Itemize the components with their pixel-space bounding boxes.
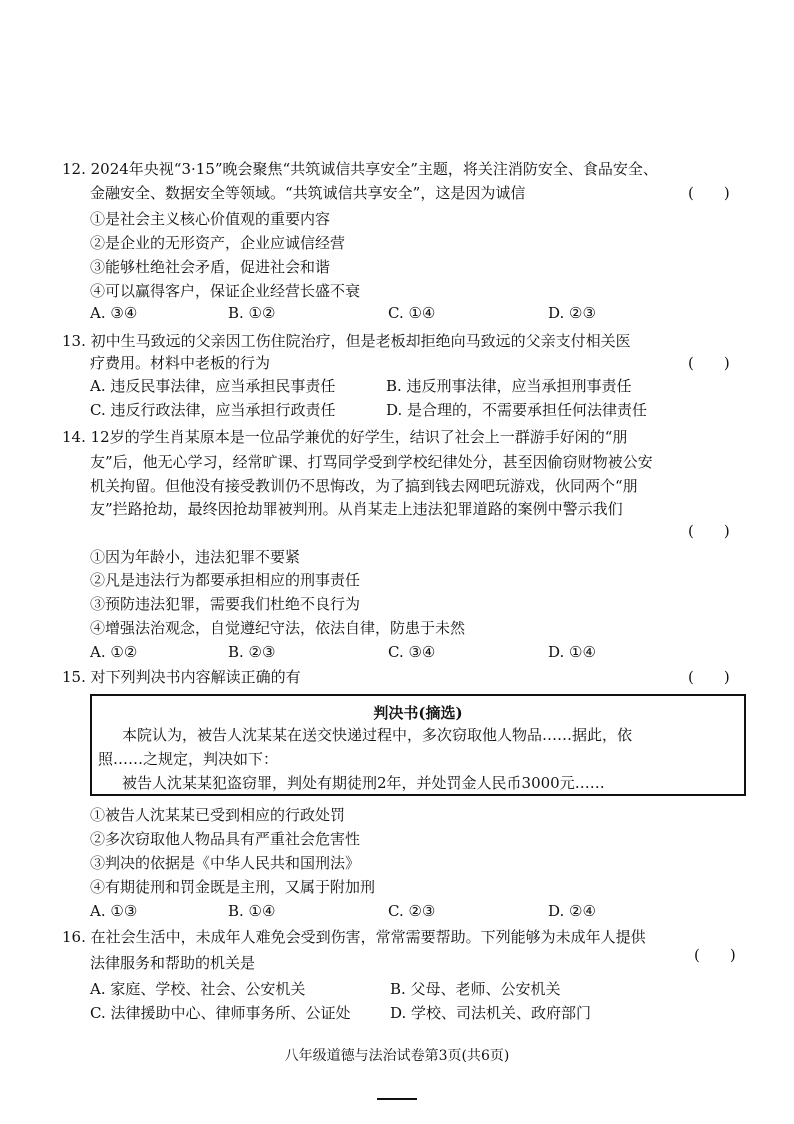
q15-item-3: ③判决的依据是《中华人民共和国刑法》 xyxy=(90,854,361,872)
q15-answer-paren: ( ) xyxy=(688,668,730,686)
q15-item-2: ②多次窃取他人物品具有严重社会危害性 xyxy=(90,830,361,848)
q15-stem: 15. 对下列判决书内容解读正确的有 xyxy=(62,668,301,686)
q12-option-a: A. ③④ xyxy=(90,304,138,322)
q15-item-1: ①被告人沈某某已受到相应的行政处罚 xyxy=(90,806,346,824)
q12-item-3: ③能够杜绝社会矛盾，促进社会和谐 xyxy=(90,258,331,276)
footer-divider xyxy=(377,1098,417,1100)
q12-item-1: ①是社会主义核心价值观的重要内容 xyxy=(90,210,331,228)
q15-option-a: A. ①③ xyxy=(90,902,138,920)
q13-stem-line1: 13. 初中生马致远的父亲因工伤住院治疗，但是老板却拒绝向马致远的父亲支付相关医 xyxy=(62,332,631,350)
q12-option-d: D. ②③ xyxy=(548,304,596,322)
q16-stem-line1: 16. 在社会生活中，未成年人难免会受到伤害，常常需要帮助。下列能够为未成年人提供 xyxy=(62,928,646,946)
q16-option-a: A. 家庭、学校、社会、公安机关 xyxy=(90,980,306,998)
q15-option-d: D. ②④ xyxy=(548,902,596,920)
judgment-excerpt-box xyxy=(90,694,746,796)
q14-option-b: B. ②③ xyxy=(228,643,276,661)
q15-option-c: C. ②③ xyxy=(388,902,436,920)
q12-item-2: ②是企业的无形资产，企业应诚信经营 xyxy=(90,234,346,252)
q12-stem-line1: 12. 2024年央视“3·15”晚会聚焦“共筑诚信共享安全”主题，将关注消防安全、食品安全、 xyxy=(62,160,658,178)
q14-stem-line4: 友”拦路抢劫，最终因抢劫罪被判刑。从肖某走上违法犯罪道路的案例中警示我们 xyxy=(90,500,623,518)
q14-item-4: ④增强法治观念，自觉遵纪守法，依法自律，防患于未然 xyxy=(90,619,466,637)
q13-stem-line2: 疗费用。材料中老板的行为 xyxy=(90,354,271,372)
q12-item-4: ④可以赢得客户，保证企业经营长盛不衰 xyxy=(90,282,361,300)
q16-answer-paren: ( ) xyxy=(694,946,736,964)
q15-option-b: B. ①④ xyxy=(228,902,276,920)
q12-answer-paren: ( ) xyxy=(688,184,730,202)
judgment-line2: 照……之规定，判决如下： xyxy=(98,750,279,768)
q12-stem-line2: 金融安全、数据安全等领域。“共筑诚信共享安全”，这是因为诚信 xyxy=(90,184,526,202)
q13-option-b: B. 违反刑事法律，应当承担刑事责任 xyxy=(386,377,632,395)
q13-option-c: C. 违反行政法律，应当承担行政责任 xyxy=(90,401,336,419)
q14-item-1: ①因为年龄小，违法犯罪不要紧 xyxy=(90,548,301,566)
q16-stem-line2: 法律服务和帮助的机关是 xyxy=(90,954,256,972)
q14-option-a: A. ①② xyxy=(90,643,138,661)
q13-answer-paren: ( ) xyxy=(688,354,730,372)
q14-item-2: ②凡是违法行为都要承担相应的刑事责任 xyxy=(90,571,361,589)
q16-option-c: C. 法律援助中心、律师事务所、公证处 xyxy=(90,1004,351,1022)
q14-option-d: D. ①④ xyxy=(548,643,596,661)
q14-answer-paren: ( ) xyxy=(688,522,730,540)
q16-option-d: D. 学校、司法机关、政府部门 xyxy=(390,1004,592,1022)
q14-option-c: C. ③④ xyxy=(388,643,436,661)
q12-option-b: B. ①② xyxy=(228,304,276,322)
q14-item-3: ③预防违法犯罪，需要我们杜绝不良行为 xyxy=(90,595,361,613)
q15-item-4: ④有期徒刑和罚金既是主刑，又属于附加刑 xyxy=(90,878,376,896)
judgment-line3: 被告人沈某某犯盗窃罪，判处有期徒刑2年，并处罚金人民币3000元…… xyxy=(122,774,605,792)
q16-option-b: B. 父母、老师、公安机关 xyxy=(390,980,561,998)
q14-stem-line3: 机关拘留。但他没有接受教训仍不思悔改，为了搞到钱去网吧玩游戏，伙同两个“朋 xyxy=(90,477,638,495)
q13-option-d: D. 是合理的，不需要承担任何法律责任 xyxy=(386,401,648,419)
q13-option-a: A. 违反民事法律，应当承担民事责任 xyxy=(90,377,336,395)
q14-stem-line2: 友”后，他无心学习，经常旷课、打骂同学受到学校纪律处分，甚至因偷窃财物被公安 xyxy=(90,453,653,471)
judgment-title: 判决书(摘选) xyxy=(373,704,463,722)
q12-option-c: C. ①④ xyxy=(388,304,436,322)
page-footer: 八年级道德与法治试卷第3页(共6页) xyxy=(284,1048,510,1064)
q14-stem-line1: 14. 12岁的学生肖某原本是一位品学兼优的好学生，结识了社会上一群游手好闲的“朋 xyxy=(62,428,628,446)
judgment-line1: 本院认为，被告人沈某某在送交快递过程中，多次窃取他人物品……据此，依 xyxy=(122,726,633,744)
